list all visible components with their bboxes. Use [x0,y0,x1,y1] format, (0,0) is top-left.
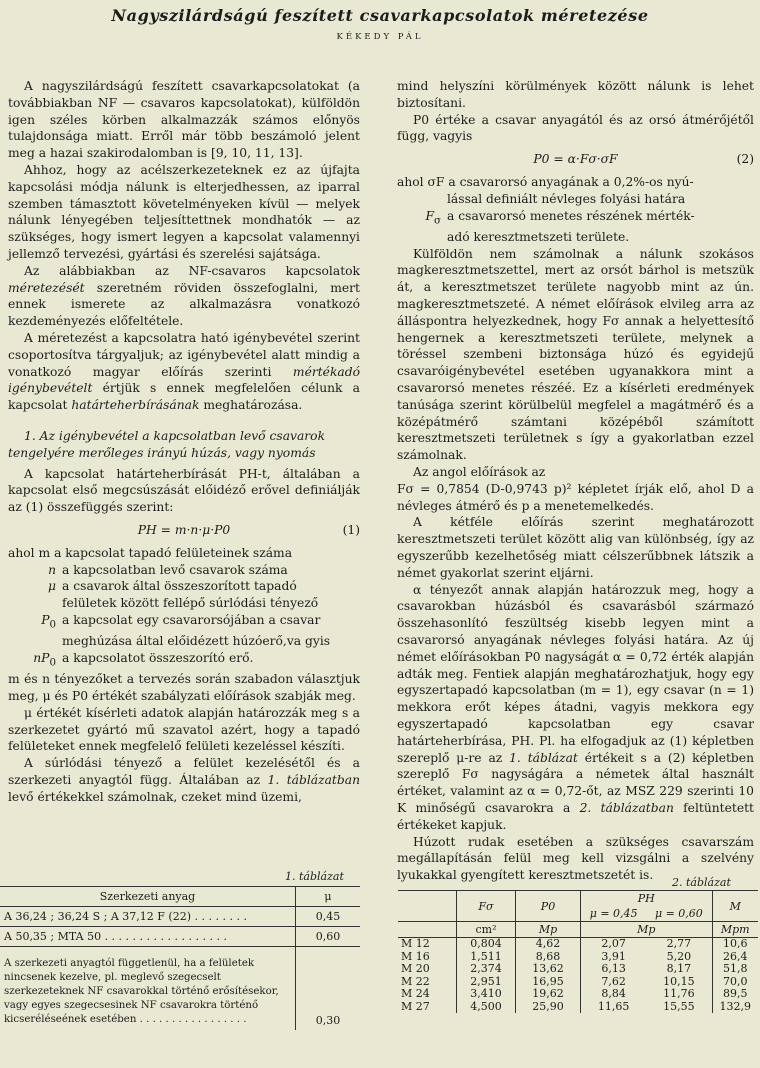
paragraph: Az angol előírások az [413,464,546,479]
paragraph: A kétféle előírás szerint meghatározott keresztmetszeti terület között alig van különbség, így az egyszerűbb kezelhetőség miatt célszerűbbnek látszik a német gyakorlat szerint eljárni. [397,515,754,580]
table-2: Fσ P0 PH M μ = 0,45 μ = 0,60 cm² Mp Mp Mpm M 12 0,804 4,62 2,07 2,77 10,6 M 16 1,511 8,68 3,91 5,20 26,4 M 20 2,374 13,62 6,13 8,17 51,8 M 22 2,951 16,95 7,62 10,15 70,0 M 24 3,410 19,62 8,84 11,76 89,5 M 27 4,500 25,90 11,65 15,55 132,9 [398,890,758,1013]
table-row: M 24 3,410 19,62 8,84 11,76 89,5 [398,988,758,1001]
right-column [397,78,754,884]
left-column [8,78,360,806]
paragraph: A súrlódási tényező a felület kezelésétől és a szerkezeti anyagtól függ. Általában az 1. táblázatban levő értékekkel számolnak, czeket mind üzemi, [8,756,360,804]
formula-number: (1) [342,522,360,537]
paragraph: Ahhoz, hogy az acélszerkezeteknek ez az újfajta kapcsolási módja nálunk is elterjedhessen, az iparral szemben támasztott követelményeken kívül — melyek nálunk lényegében teljesíttettnek mondhatók — az szükséges, hogy ismert legyen a kapcsolat valamennyi jellemző tervezési, gyártási és szerelési sajátsága. [8,162,360,261]
table-row: M 16 1,511 8,68 3,91 5,20 26,4 [398,951,758,964]
definition-list: ahol m a kapcsolat tapadó felületeinek száma n a kapcsolatban levő csavarok száma μ a csavarok által összeszorított tapadó felületek között fellépő súrlódási tényező $P_0$ a kapcsolat egy csavarorsójában a csavar meghúzása által előidézett húzóerő,va gyis $nP_0$ a kapcsolatot összeszorító erő. [8,545,331,669]
paragraph: A kapcsolat határteherbírását PH-t, általában a kapcsolat első megcsúszását előidéző erővel definiálják az (1) összefüggés szerint: [8,466,360,515]
table-row: M 12 0,804 4,62 2,07 2,77 10,6 [398,938,758,951]
paragraph: A méretezést a kapcsolatra ható igénybevétel szerint csoportosítva tárgyaljuk; az igénybevétel alatt mindig a vonatkozó magyar előírás szerinti mértékadó igénybevételt értjük s ennek megfelelően célunk a kapcsolat határteherbírásának meghatározása. [8,330,360,413]
formula-number: (2) [736,152,754,167]
table-row: M 20 2,374 13,62 6,13 8,17 51,8 [398,963,758,976]
section-heading: 1. Az igénybevétel a kapcsolatban levő csavarok tengelyére merőleges irányú húzás, vagy nyomás [8,428,326,460]
article-title: Nagyszilárdságú feszített csavarkapcsolatok méretezése [111,6,649,25]
table-row: A szerkezeti anyagtól függetlenül, ha a felületek nincsenek kezelve, pl. meglevő szegecselt szerkezeteknek NF csavarokkal történő erősítésekor, vagy egyes szegecsesinek NF csavarokra történő kicseréléseének esetében . . . . . . . . . . . . . . . . . 0,30 [0,947,360,1031]
paragraph: Húzott rudak esetében a szükséges csavarszám megállapításán felül meg kell vizsgálni a szelvény lyukakkal gyengített keresztmetszetét is. [397,834,754,883]
table2-caption: 2. táblázat [672,876,731,889]
paragraph: μ értékét kísérleti adatok alapján határozzák meg s a szerkezetet gyártó mű szavatol azért, hogy a tapadó felületeket ennek megfelelő felületi kezeléssel készíti. [8,705,360,754]
paragraph: Fσ = 0,7854 (D-0,9743 p)² képletet írják elő, ahol D a névleges átmérő és p a menetemelkedés. [397,481,754,513]
definition-list: ahol σF a csavarorsó anyagának a 0,2%-os nyú- lással definiált névleges folyási határa $F_\sigma$ a csavarorsó menetes részének mérték- adó keresztmetszeti területe. [397,174,695,244]
table-row: A 50,35 ; MTA 50 . . . . . . . . . . . . . . . . . . 0,60 [0,927,360,947]
table-header: Szerkezeti anyag [0,887,296,907]
table-row: M 27 4,500 25,90 11,65 15,55 132,9 [398,1001,758,1014]
paragraph: P0 értéke a csavar anyagától és az orsó átmérőjétől függ, vagyis [397,112,754,144]
paragraph: Külföldön nem számolnak a nálunk szokásos magkeresztmetszettel, mert az orsót bárhol is metszük át, a keresztmetszet területe nagyobb mint az ún. magkeresztmetszeté. A német előírások elvileg arra az álláspontra helyezkednek, hogy Fσ annak a helyettesítő hengernek a keresztmetszeti területe, melynek a töréssel szembeni biztonsága húzó és egyidejű csavaróigénybevétel esetében ugyanakkora mint a csavarorsó menetes részéé. Ez a kísérleti eredmények tanúsága szerint körülbelül megfelel a magátmérő és a középátmérő számtani középéből számított keresztmetszeti területnek s így a gyakorlatban ezzel számolnak. [397,246,754,463]
table1-caption: 1. táblázat [285,870,344,883]
author-name: KÉKEDY PÁL [336,32,424,42]
formula-1: PH = m·n·μ·P0 (1) [137,522,360,537]
table-1 [0,886,360,1030]
paragraph: m és n tényezőket a tervezés során szabadon választjuk meg, μ és P0 értékét szabályzati előírások szabják meg. [8,672,360,703]
table-row: A 36,24 ; 36,24 S ; A 37,12 F (22) . . . . . . . . 0,45 [0,907,360,927]
paragraph: A nagyszilárdságú feszített csavarkapcsolatokat (a továbbiakban NF — csavaros kapcsolatokat), külföldön igen széles körben alkalmazzák számos előnyös tulajdonsága miatt. Erről már több beszámoló jelent meg a hazai szakirodalomban is [9, 10, 11, 13]. [8,79,360,161]
paragraph: Az alábbiakban az NF-csavaros kapcsolatok méretezését szeretném röviden összefoglalni, mert ennek ismerete az alkalmazásra vonatkozó kezdeményezés előfeltétele. [8,263,360,329]
formula-2: P0 = α·Fσ·σF (2) [533,152,754,167]
table-row: M 22 2,951 16,95 7,62 10,15 70,0 [398,976,758,989]
paragraph: mind helyszíni körülmények között nálunk is lehet biztosítani. [397,79,754,110]
table-header: μ [296,887,361,907]
paragraph: α tényezőt annak alapján határozzuk meg, hogy a csavarokban húzásból és csavarásból származó összehasonlító feszültség kisebb legyen mint a csavarorsó anyagának névleges folyási határa. Az új német előírásokban P0 nagyságát α = 0,72 érték alapján adták meg. Fentiek alapján meghatározhatjuk, hogy egy egyszertapadó kapcsolatban (m = 1), egy csavar (n = 1) mekkora erőt képes átadni, vagyis mekkora egy egyszertapadó kapcsolatban egy csavar határteherbírása, PH. Pl. ha elfogadjuk az (1) képletben szereplő μ-re az 1. táblázat értékeit s a (2) képletben szereplő Fσ nagyságára a németek által használt értéket, valamint az α = 0,72-őt, az MSZ 229 szerinti 10 K minőségű csavarokra a 2. táblázatban feltüntetett értékeket kapjuk. [397,582,754,832]
